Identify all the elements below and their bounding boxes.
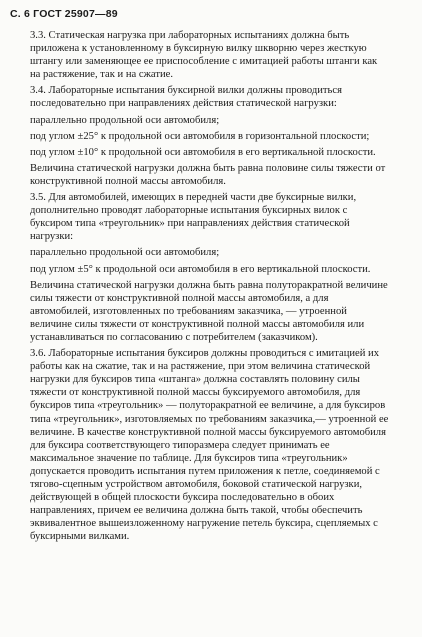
- paragraph: Величина статической нагрузки должна быть равна половине силы тяжести от конструктивной полной массы автомобиля.: [30, 162, 386, 187]
- list-item: под углом ±25° к продольной оси автомобиля в горизонтальной плоскости;: [30, 130, 370, 142]
- document-body: [30, 29, 390, 546]
- paragraph: 3.5. Для автомобилей, имеющих в передней части две буксирные вилки, дополнительно проводят лабораторные испытания буксирных вилок с буксиром типа «треугольник» при направлениях действия статической нагрузки:: [30, 192, 357, 243]
- list-item: под углом ±10° к продольной оси автомобиля в его вертикальной плоскости.: [30, 146, 376, 158]
- paragraph: 3.4. Лабораторные испытания буксирной вилки должны проводиться последовательно при направлениях действия статической нагрузки:: [30, 85, 342, 110]
- list-item: под углом ±5° к продольной оси автомобиля в его вертикальной плоскости.: [30, 263, 371, 275]
- paragraph: 3.6. Лабораторные испытания буксиров должны проводиться с имитацией их работы как на сжатие, так и на растяжение, при этом величина статической нагрузки для буксиров типа «штанга» должна составлять половину силы тяжести от конструктивной полной массы буксируемого автомобиля, для буксиров типа «треугольник» — полуторакратной ее величине, а для буксиров типа «треугольник», изготовляемых по требованиям заказчика,— утроенной ее величине. В качестве конструктивной полной массы буксируемого автомобиля для буксира соответствующего типоразмера следует принимать ее максимальное значение по таблице. Для буксиров типа «треугольник» допускается проводить испытания путем приложения к петле, соединяемой с тягово-сцепным устройством автомобиля, боковой статической нагрузки, действующей в общей плоскости буксира последовательно в обоих направлениях, причем ее величина должна быть такой, чтобы обеспечить эквивалентное вышеизложенному нагружение петель буксира, сцепляемых с буксирными вилками.: [30, 348, 389, 543]
- paragraph: Величина статической нагрузки должна быть равна полуторакратной величине силы тяжести от конструктивной полной массы автомобиля, а для автомобилей, изготовленных по требованиям заказчика, — утроенной величине силы тяжести от конструктивной полной массы автомобиля или устанавливаться по согласованию с потребителем (заказчиком).: [30, 279, 388, 343]
- paragraph: 3.3. Статическая нагрузка при лабораторных испытаниях должна быть приложена к установленному в буксирную вилку шкворню через жесткую штангу или заменяющее ее приспособление с имитацией работы штанги как на растяжение, так и на сжатие.: [30, 30, 378, 81]
- page-header: С. 6 ГОСТ 25907—89: [10, 8, 118, 20]
- list-item: параллельно продольной оси автомобиля;: [30, 247, 220, 259]
- list-item: параллельно продольной оси автомобиля;: [30, 114, 220, 126]
